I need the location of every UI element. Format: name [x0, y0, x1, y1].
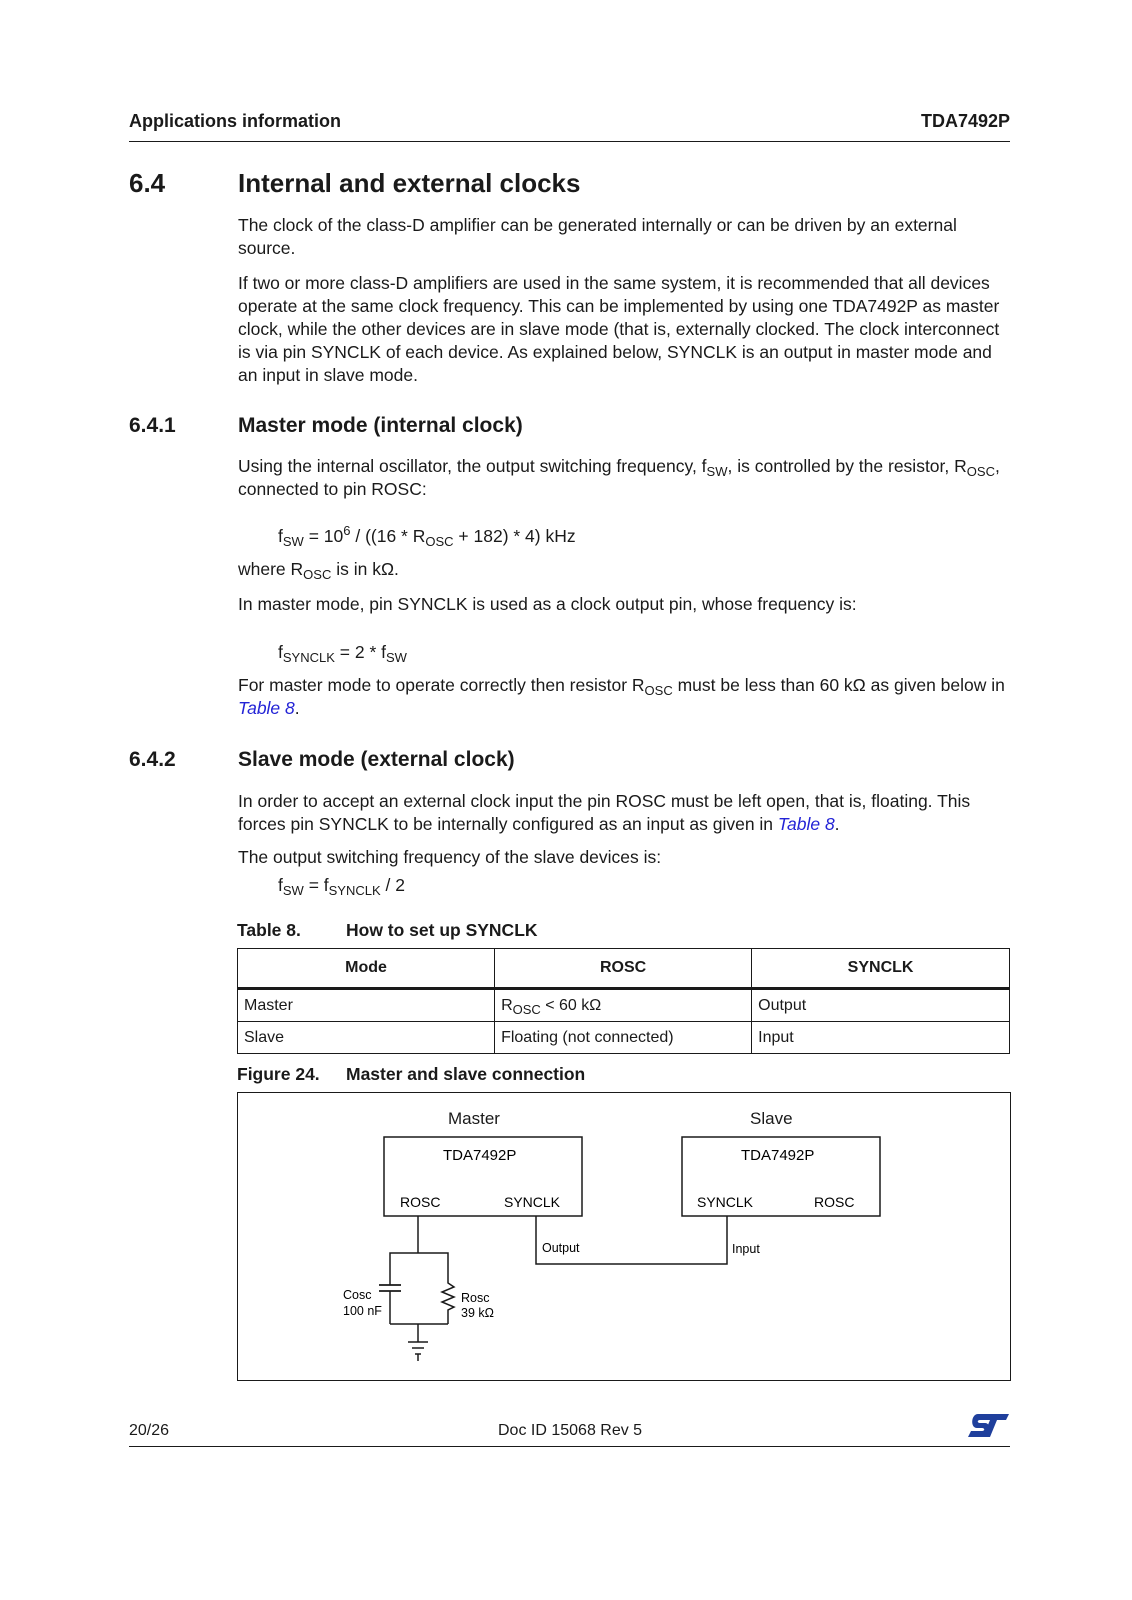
table-header-row — [238, 949, 1010, 989]
paragraph-where: where $R_{OSC}$ is in kΩ. — [238, 559, 399, 582]
cell-synclk: Input — [752, 1022, 1010, 1054]
paragraph-intro: The clock of the class-D amplifier can be generated internally or can be driven by an external source. — [238, 215, 957, 258]
subsection-number: 6.4.1 — [129, 414, 176, 437]
column-header-rosc: ROSC — [495, 949, 752, 989]
equation-slave-fsw: $f_{SW} = f_{SYNCLK} / 2$ — [278, 875, 405, 898]
master-label: Master — [448, 1109, 500, 1128]
connection-diagram — [238, 1093, 1010, 1380]
slave-chip-label: TDA7492P — [741, 1147, 815, 1164]
equation-fsynclk: $f_{SYNCLK} = 2 * f_{SW}$ — [278, 642, 407, 665]
synclk-table — [237, 948, 1010, 1054]
cell-mode: Master — [238, 989, 495, 1022]
figure-caption-number: Figure 24. — [237, 1064, 320, 1084]
resistor-icon — [442, 1280, 454, 1324]
page-number: 20/26 — [129, 1422, 170, 1439]
rc-top-wire — [390, 1253, 448, 1280]
output-label: Output — [542, 1241, 580, 1255]
cosc-value: 100 nF — [343, 1304, 382, 1318]
paragraph-internal-oscillator: Using the internal oscillator, the output switching frequency, $f_{SW}$, is controlled by the resistor, $R_{OSC}$, connected to pin ROSC: — [238, 456, 1000, 499]
master-chip-label: TDA7492P — [443, 1147, 517, 1164]
master-pin-synclk: SYNCLK — [504, 1194, 561, 1210]
table-row — [238, 1022, 1010, 1054]
slave-label: Slave — [750, 1109, 793, 1128]
subsection-number-2: 6.4.2 — [129, 748, 176, 771]
footer-rule — [129, 1446, 1010, 1447]
cell-synclk: Output — [752, 989, 1010, 1022]
rosc-value: 39 kΩ — [461, 1306, 494, 1320]
rosc-label: Rosc — [461, 1291, 490, 1305]
master-pin-rosc: ROSC — [400, 1194, 441, 1210]
cell-rosc: Floating (not connected) — [495, 1022, 752, 1054]
table-8-link-2[interactable]: Table 8 — [777, 814, 835, 834]
running-header-part: TDA7492P — [920, 111, 1010, 131]
equation-fsw: $f_{SW} = 10^6 / ((16 * R_{OSC} + 182) * 4)$ kHz — [278, 523, 576, 549]
doc-id: Doc ID 15068 Rev 5 — [498, 1422, 643, 1439]
paragraph-external-clock: In order to accept an external clock input the pin ROSC must be left open, that is, floating. This forces pin SYNCLK to be internally configured as an input as given in Table 8. — [238, 791, 971, 834]
table-8-link[interactable]: Table 8 — [238, 698, 295, 718]
header-rule — [129, 141, 1010, 142]
slave-pin-rosc: ROSC — [814, 1194, 855, 1210]
table-caption-title: How to set up SYNCLK — [346, 920, 538, 940]
ground-icon — [408, 1342, 428, 1361]
slave-pin-synclk: SYNCLK — [697, 1194, 754, 1210]
column-header-synclk: SYNCLK — [752, 949, 1010, 989]
table-row — [238, 989, 1010, 1022]
section-title: Internal and external clocks — [238, 168, 581, 198]
section-number: 6.4 — [129, 168, 166, 198]
paragraph-slave-frequency: The output switching frequency of the slave devices is: — [238, 847, 662, 867]
paragraph-master-condition: For master mode to operate correctly then resistor $R_{OSC}$ must be less than 60 kΩ as given below in Table 8. — [238, 675, 1005, 718]
figure-master-slave-connection — [237, 1092, 1011, 1381]
synclk-wire — [536, 1216, 727, 1264]
cosc-label: Cosc — [343, 1288, 372, 1302]
st-logo-icon — [966, 1412, 1010, 1439]
running-header-title: Applications information — [129, 111, 342, 131]
input-label: Input — [732, 1242, 760, 1256]
paragraph-multi-device: If two or more class-D amplifiers are used in the same system, it is recommended that all devices operate at the same clock frequency. This can be implemented by using one TDA7492P as master clock, while the other devices are in slave mode (that is, externally clocked. The clock interconnect is via pin SYNCLK of each device. As explained below, SYNCLK is an output in master mode and an input in slave mode. — [238, 273, 1000, 385]
subsection-title: Master mode (internal clock) — [238, 414, 523, 437]
table-caption-number: Table 8. — [237, 920, 301, 940]
column-header-mode: Mode — [238, 949, 495, 989]
figure-caption-title: Master and slave connection — [346, 1064, 586, 1084]
subsection-title-2: Slave mode (external clock) — [238, 748, 515, 771]
cell-rosc: $R_{OSC} < 60$ kΩ — [495, 989, 752, 1022]
paragraph-master-mode: In master mode, pin SYNCLK is used as a clock output pin, whose frequency is: — [238, 594, 857, 614]
cell-mode: Slave — [238, 1022, 495, 1054]
